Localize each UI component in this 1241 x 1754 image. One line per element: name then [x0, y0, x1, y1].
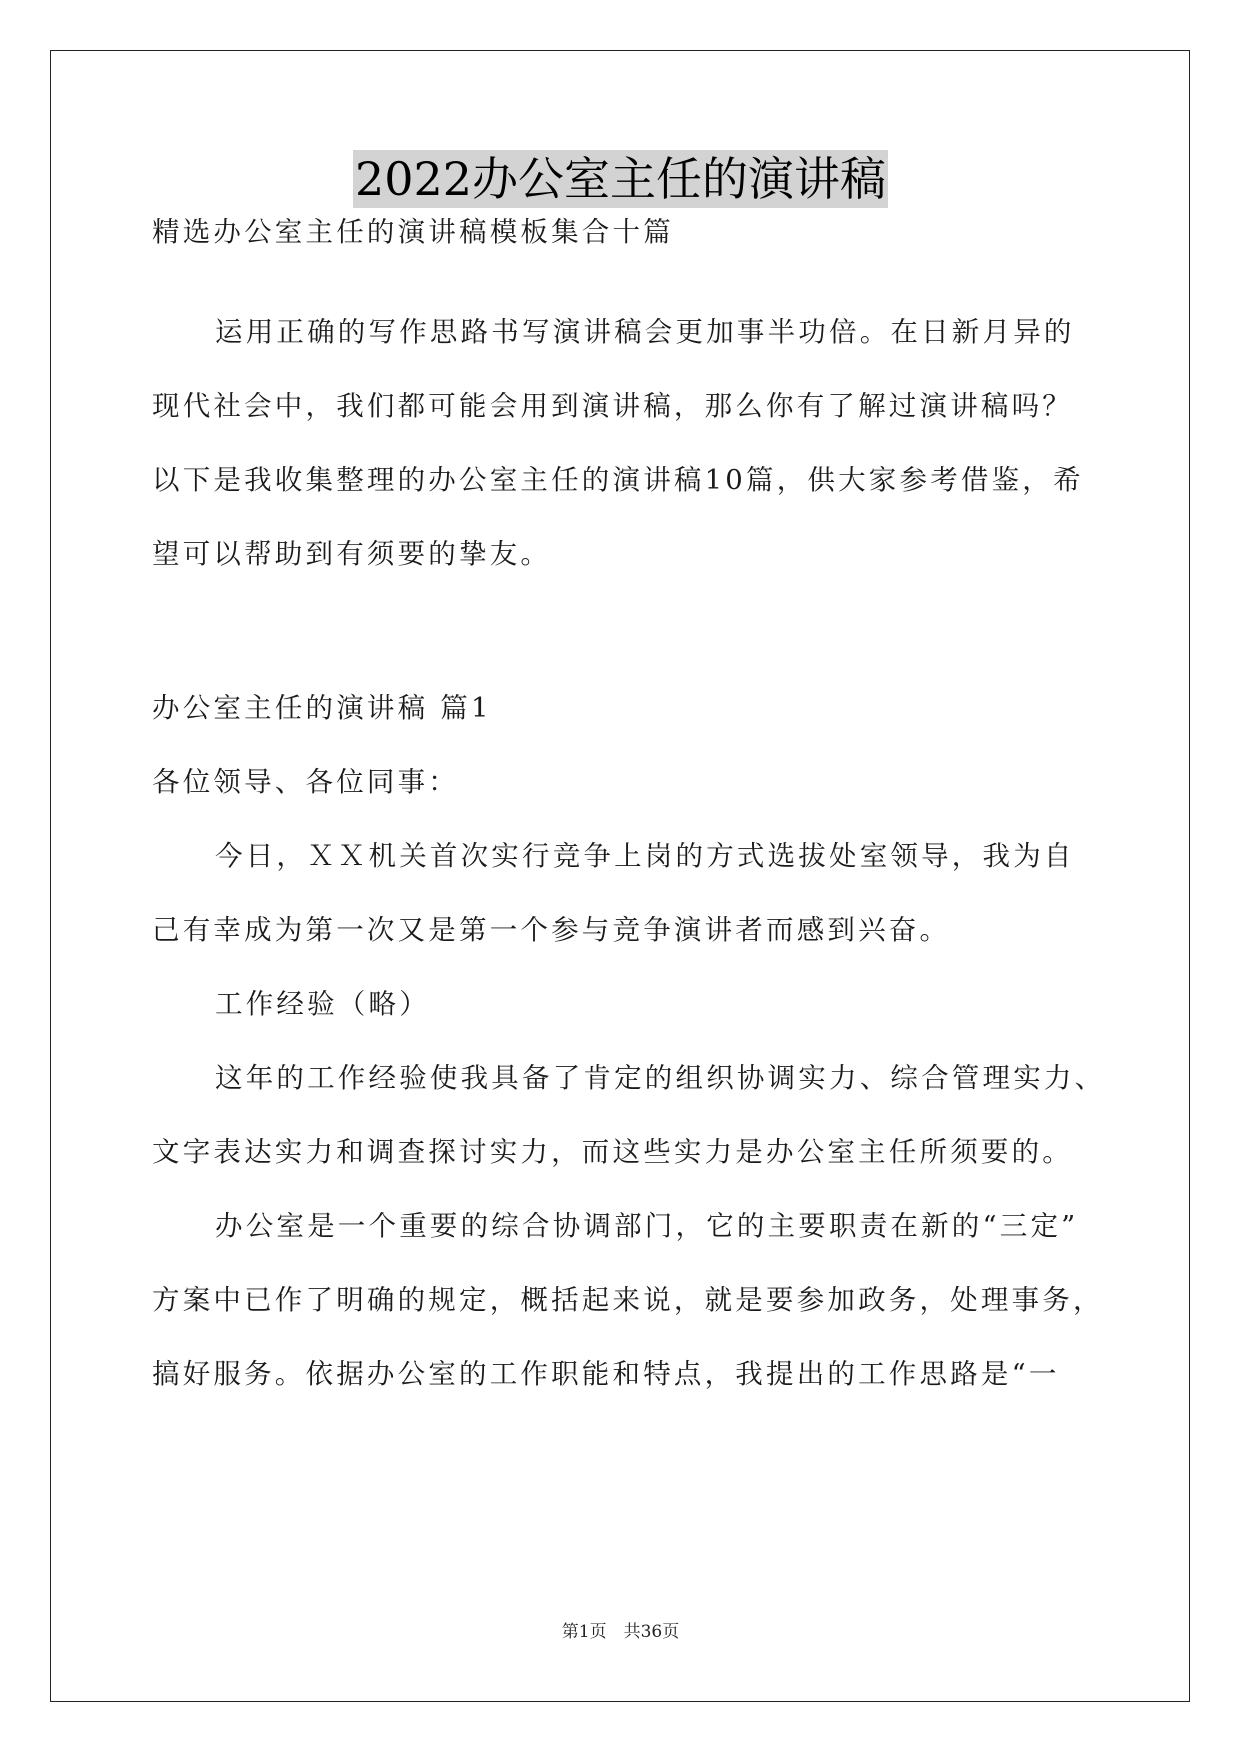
- intro-line-1: 运用正确的写作思路书写演讲稿会更加事半功倍。在日新月异的: [215, 316, 1075, 348]
- page-border: [50, 50, 1190, 1702]
- section-heading: 办公室主任的演讲稿 篇1: [152, 692, 492, 724]
- body-line-6: 办公室是一个重要的综合协调部门，它的主要职责在新的“三定”: [215, 1210, 1079, 1242]
- intro-line-4: 望可以帮助到有须要的挚友。: [152, 538, 552, 570]
- subtitle: 精选办公室主任的演讲稿模板集合十篇: [152, 216, 674, 248]
- body-line-2: 己有幸成为第一次又是第一个参与竞争演讲者而感到兴奋。: [152, 914, 951, 946]
- title-container: [0, 150, 1241, 208]
- document-title: 2022办公室主任的演讲稿: [354, 152, 887, 206]
- greeting: 各位领导、各位同事：: [152, 766, 459, 798]
- body-line-5: 文字表达实力和调查探讨实力，而这些实力是办公室主任所须要的。: [152, 1136, 1073, 1168]
- body-line-4: 这年的工作经验使我具备了肯定的组织协调实力、综合管理实力、: [215, 1062, 1106, 1094]
- body-line-3: 工作经验（略）: [215, 988, 430, 1020]
- page-footer: 第1页 共36页: [561, 1622, 680, 1642]
- intro-line-2: 现代社会中，我们都可能会用到演讲稿，那么你有了解过演讲稿吗？: [152, 390, 1073, 422]
- body-line-1: 今日，ＸＸ机关首次实行竞争上岗的方式选拔处室领导，我为自: [215, 840, 1075, 872]
- intro-line-3: 以下是我收集整理的办公室主任的演讲稿10篇，供大家参考借鉴，希: [152, 464, 1084, 496]
- body-line-7: 方案中已作了明确的规定，概括起来说，就是要参加政务，处理事务，: [152, 1284, 1104, 1316]
- body-line-8: 搞好服务。依据办公室的工作职能和特点，我提出的工作思路是“一: [152, 1358, 1060, 1390]
